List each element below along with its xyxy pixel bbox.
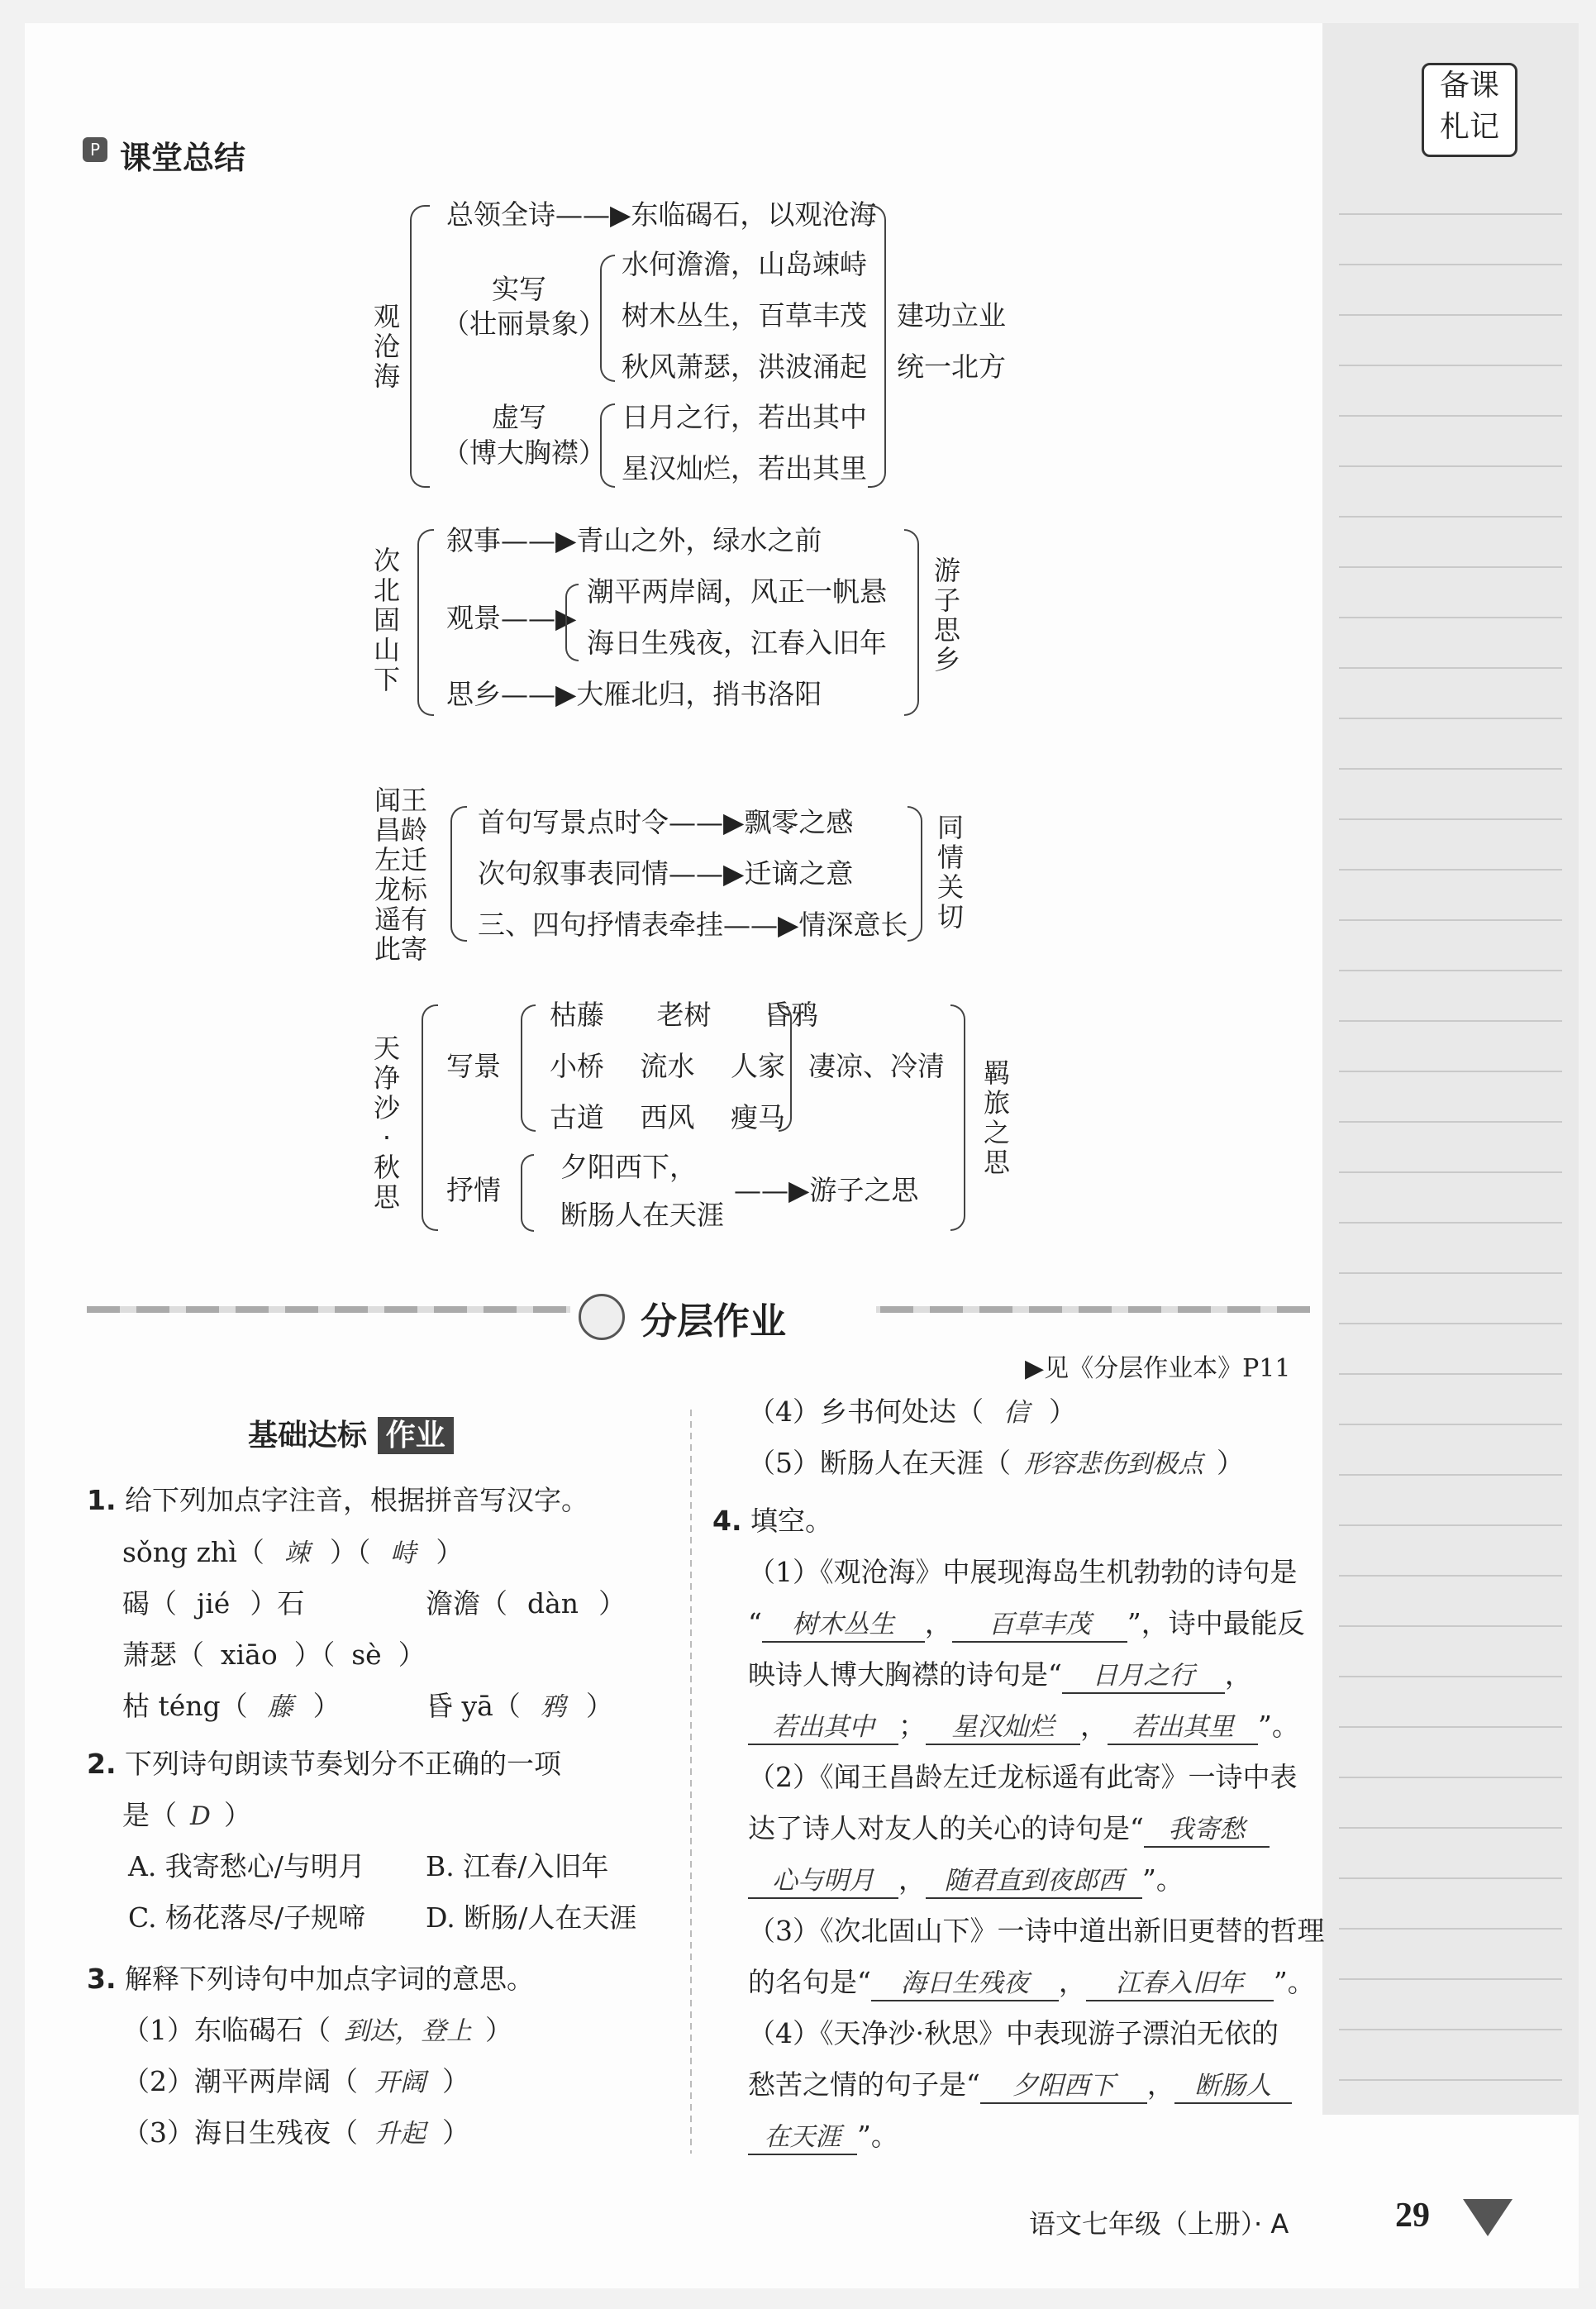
q1-row3-answer2: sè xyxy=(351,1639,382,1671)
poem4-grid-1-2: 老树 xyxy=(656,999,712,1031)
notes-ruled-line xyxy=(1339,1928,1562,1930)
basic-label: 基础达标 xyxy=(248,1419,368,1453)
poem3-line3-b: 情深意长 xyxy=(798,909,908,941)
q3-num: 3. xyxy=(87,1963,117,1995)
q4-num: 4. xyxy=(712,1505,742,1537)
poem4-emotion-result-text: 游子之思 xyxy=(809,1174,919,1206)
notes-ruled-line xyxy=(1339,768,1562,770)
poem1-theme2: 统一北方 xyxy=(897,351,1006,383)
poem4-emotion-bracket xyxy=(521,1154,534,1232)
poem4-grid-2-1: 小桥 xyxy=(550,1050,604,1082)
poem4-mood: 凄凉、冷清 xyxy=(808,1050,945,1082)
notes-ruled-line xyxy=(1339,970,1562,971)
poem1-theme1: 建功立业 xyxy=(897,299,1006,332)
notes-ruled-line xyxy=(1339,1524,1562,1526)
q1-row1-prefix: sǒng zhì（ xyxy=(122,1536,264,1568)
q4-p1-answer4: 若出其中 xyxy=(748,1710,898,1745)
notes-ruled-line xyxy=(1339,919,1562,921)
footer-book: 语文七年级（上册）· A xyxy=(1029,2208,1289,2240)
poem1-lead: 总领全诗——▶东临碣石，以观沧海 xyxy=(446,198,877,231)
poem1-real-label: 实写 xyxy=(492,273,546,305)
poem1-real-bracket xyxy=(600,255,615,382)
q4-p2-line3: 心与明月 ， 随君直到夜郎西 ”。 xyxy=(748,1863,1184,1899)
poem4-grid-1-1: 枯藤 xyxy=(550,999,604,1031)
q4-p2-line1: （2）《闻王昌龄左迁龙标遥有此寄》一诗中表 xyxy=(748,1761,1298,1793)
notes-ruled-line xyxy=(1339,1625,1562,1627)
q1-row2-answer1: jié xyxy=(197,1587,231,1620)
notes-ruled-line xyxy=(1339,667,1562,669)
q1-row3-mid: ）（ xyxy=(293,1639,336,1671)
q3-item1-end: ） xyxy=(485,2014,512,2046)
q3-item4-a: 信 xyxy=(1003,1398,1029,1428)
poem3-line1-b: 飘零之感 xyxy=(744,806,854,838)
q2-option-a: A. 我寄愁心/与明月 xyxy=(128,1850,365,1882)
q4-p1-answer1: 树木丛生 xyxy=(762,1608,925,1643)
q4-p1-line2: “ 树木丛生 ， 百草丰茂 ”，诗中最能反 xyxy=(748,1607,1305,1643)
q1-row1-answer2: 峙 xyxy=(390,1539,417,1568)
notes-ruled-line xyxy=(1339,264,1562,265)
q1-row3 xyxy=(122,1639,426,1672)
notes-ruled-line xyxy=(1339,1020,1562,1022)
q4-p4-answer2b: 在天涯 xyxy=(748,2121,857,2155)
q4-p2-answer2: 随君直到夜郎西 xyxy=(926,1864,1142,1899)
poem1-real-line3: 秋风萧瑟，洪波涌起 xyxy=(622,351,867,383)
q4-text: 填空。 xyxy=(750,1505,832,1537)
poem2-scenery-line1: 潮平两岸阔，风正一帆悬 xyxy=(587,575,887,608)
homework-icon xyxy=(579,1294,625,1340)
notes-ruled-line xyxy=(1339,818,1562,820)
q4-p1-answer5: 星汉灿烂 xyxy=(926,1710,1080,1745)
q3-item2-a: 开阔 xyxy=(374,2068,426,2097)
q1-row4-left xyxy=(122,1690,341,1724)
notes-ruled-line xyxy=(1339,365,1562,366)
summary-title: 课堂总结 xyxy=(120,140,246,176)
q4-p3-answer1: 海日生残夜 xyxy=(871,1967,1059,2001)
notes-ruled-line xyxy=(1339,516,1562,518)
q1-row4-answer2: 鸦 xyxy=(540,1692,566,1722)
poem1-real-line2: 树木丛生，百草丰茂 xyxy=(622,299,867,332)
q4-p2-line2 xyxy=(748,1812,1270,1848)
q1-row2-left-text: 碣（ xyxy=(122,1587,177,1620)
poem4-emotion-line2: 断肠人在天涯 xyxy=(560,1199,724,1231)
poem4-grid-row3 xyxy=(550,1101,785,1134)
poem4-grid-3-1: 古道 xyxy=(550,1101,604,1133)
poem2-scenery-bracket xyxy=(565,584,579,661)
poem3-theme: 同情关切 xyxy=(936,812,964,933)
q3-item5-q: （5）断肠人在天涯（ xyxy=(748,1447,1011,1479)
notes-panel xyxy=(1322,23,1579,2115)
q4-p1-answer2: 百草丰茂 xyxy=(952,1608,1127,1643)
poem3-line2-b: 迁谪之意 xyxy=(744,857,854,890)
q4-p1-answer6: 若出其里 xyxy=(1108,1710,1258,1745)
corner-arrow-icon xyxy=(1463,2199,1513,2236)
q2-stem-line1 xyxy=(87,1748,561,1781)
notes-ruled-line xyxy=(1339,415,1562,417)
q4-p4-answer2: 断肠人 xyxy=(1174,2069,1292,2104)
poem4-emotion-line1: 夕阳西下， xyxy=(560,1151,697,1183)
notes-ruled-line xyxy=(1339,1171,1562,1173)
q3-item4 xyxy=(748,1395,1076,1429)
poem4-name: 天净沙·秋思 xyxy=(373,1033,400,1213)
poem4-emotion-label: 抒情 xyxy=(446,1174,501,1206)
poem4-grid-2-3: 人家 xyxy=(731,1050,785,1082)
q1-row4-left-text: 枯 téng（ xyxy=(122,1690,248,1722)
notes-ruled-line xyxy=(1339,1373,1562,1375)
notes-ruled-line xyxy=(1339,718,1562,719)
poem2-homesick-result: 大雁北归，捎书洛阳 xyxy=(576,678,822,710)
poem4-bracket xyxy=(422,1004,438,1231)
q2-text2: 是（ xyxy=(122,1799,177,1831)
poem1-bracket xyxy=(410,205,430,488)
notes-ruled-line xyxy=(1339,1071,1562,1072)
q1-row1-suffix: ） xyxy=(436,1536,464,1568)
q4-p1-line3: 映诗人博大胸襟的诗句是“ 日月之行 ， xyxy=(748,1658,1252,1694)
q4-p4-line3: 在天涯 ”。 xyxy=(748,2120,898,2155)
notes-ruled-line xyxy=(1339,1726,1562,1728)
q2-option-b: B. 江春/入旧年 xyxy=(426,1850,609,1882)
q4-p1-answer3: 日月之行 xyxy=(1062,1659,1225,1694)
q4-stem xyxy=(712,1505,832,1538)
q4-p2-answer1b: 心与明月 xyxy=(748,1864,898,1899)
q2-option-c: C. 杨花落尽/子规啼 xyxy=(128,1901,366,1934)
poem1-imag-sub: （博大胸襟） xyxy=(442,437,606,469)
notes-ruled-line xyxy=(1339,1424,1562,1425)
q1-row3-text: 萧瑟（ xyxy=(122,1639,204,1671)
notes-ruled-line xyxy=(1339,1222,1562,1224)
poem2-narrate: 叙事——▶青山之外，绿水之前 xyxy=(446,524,822,556)
poem3-right-bracket xyxy=(908,806,922,942)
notes-ruled-line xyxy=(1339,1323,1562,1324)
notes-ruled-line xyxy=(1339,1827,1562,1829)
q4-p4-answer1: 夕阳西下 xyxy=(980,2069,1147,2104)
q3-item5 xyxy=(748,1447,1244,1481)
notes-ruled-line xyxy=(1339,213,1562,215)
q1-row2-right-text: 澹澹（ xyxy=(426,1587,507,1620)
q4-p4-line2-text: 愁苦之情的句子是“ xyxy=(748,2068,980,2101)
q4-p3-line1: （3）《次北固山下》一诗中道出新旧更替的哲理 xyxy=(748,1915,1325,1947)
q4-p1-tail: ”，诗中最能反 xyxy=(1127,1607,1305,1639)
homework-ref-text: 见《分层作业本》P11 xyxy=(1044,1354,1291,1383)
q4-p3-line2-text: 的名句是“ xyxy=(748,1966,871,1998)
notes-ruled-line xyxy=(1339,869,1562,871)
poem4-grid-1-3: 昏鸦 xyxy=(764,999,818,1031)
q1-text: 给下列加点字注音，根据拼音写汉字。 xyxy=(125,1484,588,1516)
q1-stem xyxy=(87,1484,588,1517)
q4-p3-answer2: 江春入旧年 xyxy=(1086,1967,1274,2001)
q3-item5-end: ） xyxy=(1217,1447,1244,1479)
q3-text: 解释下列诗句中加点字词的意思。 xyxy=(125,1963,534,1995)
poem3-line2-a: 次句叙事表同情 xyxy=(478,857,669,890)
poem2-scenery: 观景——▶ xyxy=(446,602,577,634)
poem4-scene-label: 写景 xyxy=(446,1050,501,1082)
q3-stem xyxy=(87,1963,534,1996)
poem3-line3: 三、四句抒情表牵挂——▶情深意长 xyxy=(478,909,908,941)
poem2-theme: 游子思乡 xyxy=(933,555,960,675)
q2-num: 2. xyxy=(87,1748,117,1780)
poem2-name: 次北固山下 xyxy=(373,545,400,695)
q1-row2-right xyxy=(426,1587,626,1620)
q3-item1-q: （1）东临碣石（ xyxy=(122,2014,331,2046)
q3-item3-q: （3）海日生残夜（ xyxy=(122,2116,358,2149)
q1-row4-answer1: 藤 xyxy=(267,1692,293,1722)
poem3-line1: 首句写景点时令——▶飘零之感 xyxy=(478,806,854,838)
poem3-line3-a: 三、四句抒情表牵挂 xyxy=(478,909,723,941)
q2-answer: D xyxy=(190,1801,211,1831)
q4-p1-line4: 若出其中 ； 星汉灿烂 ， 若出其里 ”。 xyxy=(748,1710,1299,1745)
homework-ref[interactable]: ▶见《分层作业本》P11 xyxy=(1025,1354,1291,1383)
poem4-emotion-result: ——▶游子之思 xyxy=(734,1174,919,1206)
q3-item1-a: 到达，登上 xyxy=(344,2016,472,2046)
q3-item3-a: 升起 xyxy=(374,2119,426,2149)
poem4-right-bracket xyxy=(950,1004,965,1231)
notes-ruled-line xyxy=(1339,1575,1562,1577)
poem2-narrate-label: 叙事 xyxy=(446,524,501,556)
q1-row4-right xyxy=(426,1690,613,1724)
q1-row2-left xyxy=(122,1587,304,1620)
poem4-theme: 羁旅之思 xyxy=(983,1057,1010,1178)
notes-ruled-line xyxy=(1339,1978,1562,1980)
q2-stem-line2 xyxy=(122,1799,251,1833)
q4-p1-line1: （1）《观沧海》中展现海岛生机勃勃的诗句是 xyxy=(748,1556,1298,1588)
q4-p4-line1: （4）《天净沙·秋思》中表现游子漂泊无依的 xyxy=(748,2017,1279,2049)
poem2-homesick-label: 思乡 xyxy=(446,678,501,710)
poem3-bracket xyxy=(450,806,467,942)
poem2-bracket xyxy=(417,529,434,716)
poem1-lead-label: 总领全诗 xyxy=(446,198,555,231)
poem1-right-bracket xyxy=(868,205,886,488)
poem1-imag-bracket xyxy=(600,403,615,488)
q1-num: 1. xyxy=(87,1484,117,1516)
q3-item2 xyxy=(122,2065,469,2099)
poem1-real-line1: 水何澹澹，山岛竦峙 xyxy=(622,248,867,280)
q4-p3-line2: 的名句是“ 海日生残夜 ， 江春入旧年 ”。 xyxy=(748,1966,1315,2001)
q1-row1 xyxy=(122,1536,463,1570)
poem4-grid-bracket-left xyxy=(521,1004,536,1132)
poem1-imag-line2: 星汉灿烂，若出其里 xyxy=(622,452,867,484)
q4-p1-line3-text: 映诗人博大胸襟的诗句是“ xyxy=(748,1658,1062,1691)
q1-row1-answer1: 竦 xyxy=(283,1539,310,1568)
poem4-grid-3-2: 西风 xyxy=(640,1101,695,1133)
column-divider xyxy=(690,1410,692,2154)
page-number: 29 xyxy=(1395,2197,1430,2235)
poem1-lead-result: 东临碣石，以观沧海 xyxy=(631,198,877,231)
notes-title-line1: 备课 xyxy=(1439,69,1499,103)
q3-item3-end: ） xyxy=(442,2116,469,2149)
q3-item5-a: 形容悲伤到极点 xyxy=(1024,1449,1203,1479)
poem4-grid-bracket-right xyxy=(779,1004,792,1132)
poem2-right-bracket xyxy=(904,529,919,716)
basic-heading xyxy=(248,1412,454,1454)
q3-item3 xyxy=(122,2116,469,2150)
q4-p2-answer1: 我寄愁 xyxy=(1144,1813,1270,1848)
poem3-name: 闻王昌龄左迁龙标遥有此寄 xyxy=(374,785,427,965)
homework-title: 分层作业 xyxy=(641,1300,786,1343)
basic-tag: 作业 xyxy=(378,1417,454,1454)
notes-ruled-line xyxy=(1339,566,1562,568)
poem4-grid-row2 xyxy=(550,1050,785,1083)
notes-ruled-line xyxy=(1339,465,1562,467)
q1-row3-answer1: xiāo xyxy=(221,1639,278,1671)
q1-row1-mid: ）（ xyxy=(329,1536,371,1568)
q3-item4-end: ） xyxy=(1049,1395,1076,1428)
poem3-line1-a: 首句写景点时令 xyxy=(478,806,669,838)
poem2-scenery-label: 观景 xyxy=(446,602,501,634)
notes-ruled-line xyxy=(1339,1121,1562,1123)
notes-ruled-line xyxy=(1339,617,1562,618)
q1-row2-answer2: dàn xyxy=(527,1587,579,1620)
poem2-homesick: 思乡——▶大雁北归，捎书洛阳 xyxy=(446,678,822,710)
poem3-line2: 次句叙事表同情——▶迁谪之意 xyxy=(478,857,854,890)
poem2-narrate-result: 青山之外，绿水之前 xyxy=(576,524,822,556)
poem1-imag-line1: 日月之行，若出其中 xyxy=(622,401,867,433)
notes-title-line2: 札记 xyxy=(1439,110,1499,144)
summary-icon: P xyxy=(83,137,107,162)
q3-item2-end: ） xyxy=(442,2065,469,2097)
poem1-imag-label: 虚写 xyxy=(492,401,546,433)
poem1-name: 观沧海 xyxy=(373,301,400,392)
notes-ruled-line xyxy=(1339,2079,1562,2081)
q1-row2-right-end: ） xyxy=(598,1587,626,1620)
poem4-grid-3-3: 瘦马 xyxy=(731,1101,785,1133)
notes-ruled-line xyxy=(1339,1877,1562,1879)
q3-item4-q: （4）乡书何处达（ xyxy=(748,1395,984,1428)
poem2-scenery-line2: 海日生残夜，江春入旧年 xyxy=(587,627,887,659)
q4-p2-line2-text: 达了诗人对友人的关心的诗句是“ xyxy=(748,1812,1144,1844)
notes-ruled-line xyxy=(1339,1272,1562,1274)
notes-ruled-line xyxy=(1339,2029,1562,2030)
notes-panel-title xyxy=(1422,63,1517,157)
q2-option-d: D. 断肠/人在天涯 xyxy=(426,1901,637,1934)
q3-item1 xyxy=(122,2014,512,2048)
poem1-real-sub: （壮丽景象） xyxy=(442,308,606,340)
q1-row3-end: ） xyxy=(398,1639,426,1671)
notes-ruled-line xyxy=(1339,1676,1562,1677)
q3-item2-q: （2）潮平两岸阔（ xyxy=(122,2065,358,2097)
notes-ruled-line xyxy=(1339,1777,1562,1778)
q1-row4-right-end: ） xyxy=(585,1690,613,1722)
poem4-grid-2-2: 流水 xyxy=(640,1050,695,1082)
q2-text1: 下列诗句朗读节奏划分不正确的一项 xyxy=(125,1748,561,1780)
notes-ruled-line xyxy=(1339,314,1562,316)
notes-ruled-line xyxy=(1339,1474,1562,1476)
q4-p4-line2: 愁苦之情的句子是“ 夕阳西下 ， 断肠人 xyxy=(748,2068,1292,2104)
q1-row4-left-end: ） xyxy=(312,1690,341,1722)
q1-row2-left-end: ）石 xyxy=(250,1587,305,1620)
q1-row4-right-text: 昏 yā（ xyxy=(426,1690,521,1722)
q2-text3: ） xyxy=(223,1799,251,1831)
